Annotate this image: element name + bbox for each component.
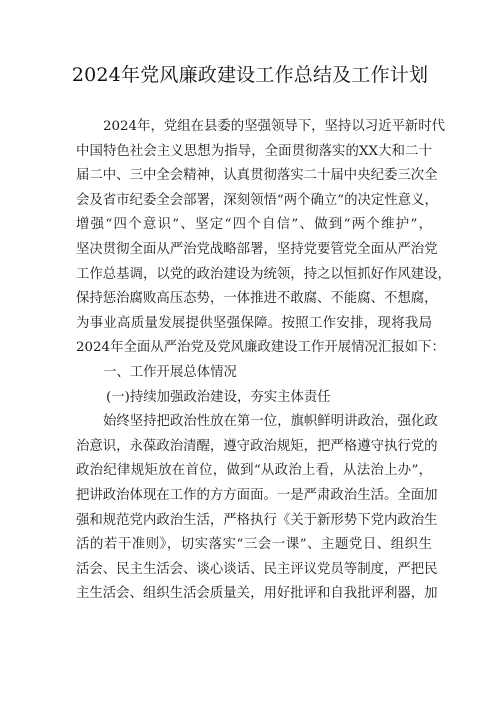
body-line: 主生活会、组织生活会质量关，用好批评和自我批评利器，加 xyxy=(76,586,438,602)
intro-line: 2024年，党组在县委的坚强领导下，坚持以习近平新时代 xyxy=(103,119,446,134)
intro-line: 坚决贯彻全面从严治党战略部署，坚持党要管党全面从严治党 xyxy=(76,241,438,257)
intro-line: 保持惩治腐败高压态势，一体推进不敢腐、不能腐、不想腐， xyxy=(76,291,438,307)
body-line: 强和规范党内政治生活，严格执行《关于新形势下党内政治生 xyxy=(76,512,438,528)
subsection-heading: (一)持续加强政治建设，夯实主体责任 xyxy=(106,389,331,405)
intro-line: 2024年全面从严治党及党风廉政建设工作开展情况汇报如下： xyxy=(76,340,445,356)
intro-line: 工作总基调，以党的政治建设为统领，持之以恒抓好作风建设， xyxy=(76,266,451,282)
body-line: 始终坚持把政治性放在第一位，旗帜鲜明讲政治，强化政 xyxy=(103,414,438,430)
intro-line: 中国特色社会主义思想为指导，全面贯彻落实的XX大和二十 xyxy=(76,143,432,159)
body-line: 活会、民主生活会、谈心谈话、民主评议党员等制度，严把民 xyxy=(76,561,438,577)
intro-line: 届二中、三中全会精神，认真贯彻落实二十届中央纪委三次全 xyxy=(76,168,438,184)
body-line: 把讲政治体现在工作的方方面面。一是严肃政治生活。全面加 xyxy=(76,487,438,503)
body-line: 活的若干准则》，切实落实“三会一课”、主题党日、组织生 xyxy=(76,537,432,553)
document-title: 2024年党风廉政建设工作总结及工作计划 xyxy=(71,64,429,86)
intro-line: 为事业高质量发展提供坚强保障。按照工作安排，现将我局 xyxy=(76,315,432,331)
body-line: 政治纪律规矩放在首位，做到“从政治上看，从法治上办”， xyxy=(76,463,432,479)
document-body xyxy=(76,115,451,607)
body-line: 治意识，永葆政治清醒，遵守政治规矩，把严格遵守执行党的 xyxy=(76,438,438,454)
intro-line: 会及省市纪委全会部署，深刻领悟“两个确立”的决定性意义， xyxy=(76,192,438,208)
intro-line: 增强“四个意识”、坚定“四个自信”、做到“两个维护”， xyxy=(76,217,432,233)
section-heading: 一、工作开展总体情况 xyxy=(103,364,237,380)
